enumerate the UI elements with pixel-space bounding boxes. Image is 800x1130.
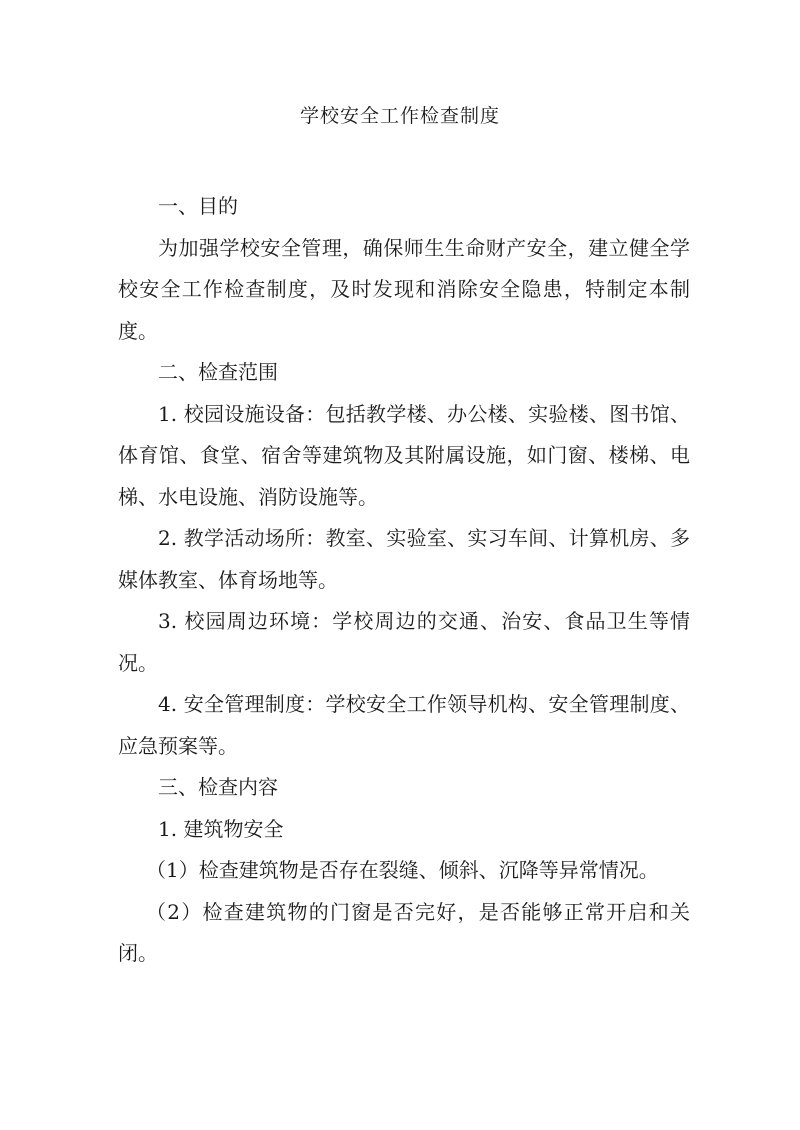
document-title: 学校安全工作检查制度 [299, 105, 500, 127]
section-heading-scope: 二、检查范围 [158, 360, 278, 384]
content-item-building-safety: 1. 建筑物安全 [158, 816, 284, 841]
content-subitem-2: （2）检查建筑物的门窗是否完好，是否能够正常开启和关闭。 [118, 899, 690, 965]
scope-item-teaching-venues: 2. 教学活动场所：教室、实验室、实习车间、计算机房、多媒体教室、体育场地等。 [118, 526, 690, 592]
scope-item-management: 4. 安全管理制度：学校安全工作领导机构、安全管理制度、应急预案等。 [118, 692, 690, 758]
document-body [118, 186, 690, 975]
scope-item-surroundings: 3. 校园周边环境：学校周边的交通、治安、食品卫生等情况。 [118, 609, 690, 675]
content-subitem-1: （1）检查建筑物是否存在裂缝、倾斜、沉降等异常情况。 [146, 858, 659, 882]
paragraph-purpose: 为加强学校安全管理，确保师生生命财产安全，建立健全学校安全工作检查制度，及时发现和消除安全隐患，特制定本制度。 [118, 235, 690, 343]
section-heading-content: 三、检查内容 [158, 775, 278, 799]
section-heading-purpose: 一、目的 [158, 194, 238, 218]
scope-item-facilities: 1. 校园设施设备：包括教学楼、办公楼、实验楼、图书馆、体育馆、食堂、宿舍等建筑物及其附属设施，如门窗、楼梯、电梯、水电设施、消防设施等。 [118, 401, 690, 509]
